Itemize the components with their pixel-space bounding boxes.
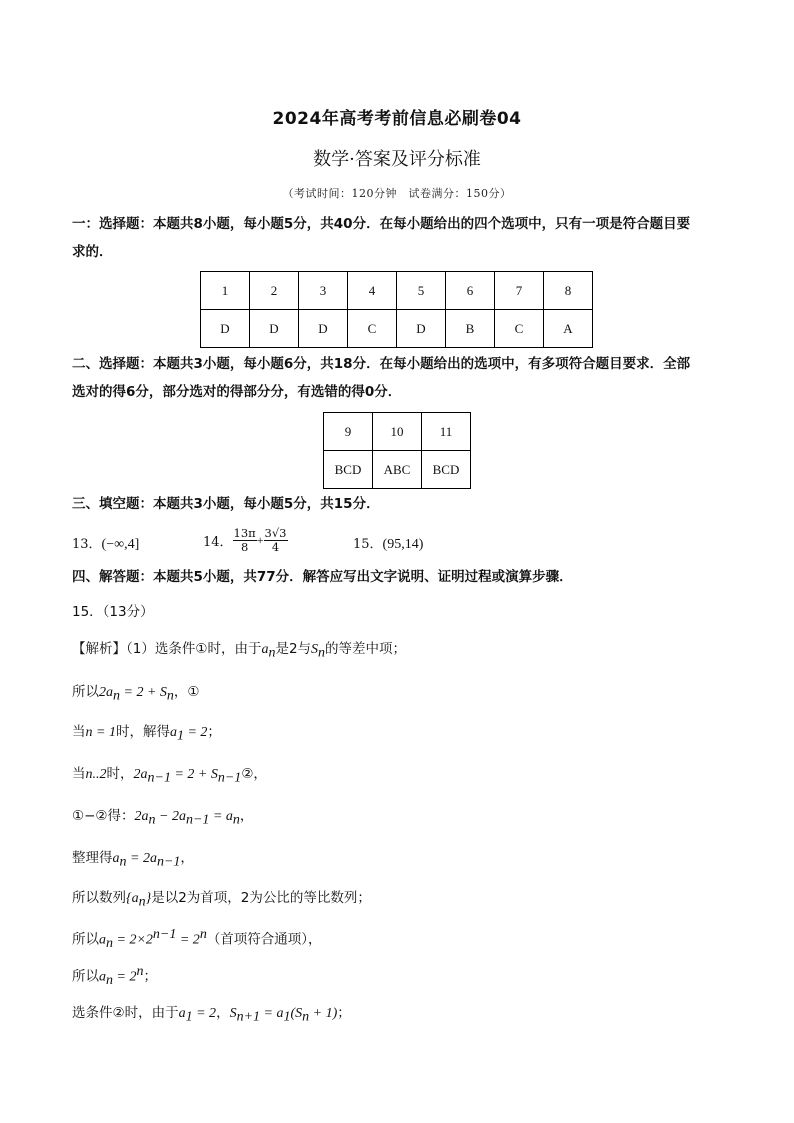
section1-heading <box>72 210 727 266</box>
section2-heading <box>72 350 727 406</box>
math-span: {a <box>126 891 139 906</box>
table-row-numbers <box>324 413 471 451</box>
table-cell: D <box>299 310 348 348</box>
q14-label: 14． <box>203 535 233 550</box>
math-span: } <box>145 891 152 906</box>
math-span: a <box>99 932 106 948</box>
math-span: = 2 <box>183 725 208 740</box>
table-cell: 2 <box>250 272 299 310</box>
document-title: 2024年高考考前信息必刷卷04 <box>272 109 522 129</box>
math-span: + 1) <box>309 1006 338 1021</box>
section2-heading-line1: 二、选择题：本题共3小题，每小题6分，共18分．在每小题给出的选项中，有多项符合题目要求．全部 <box>72 356 691 372</box>
text-span: 所以 <box>72 684 99 700</box>
table-row-answers <box>324 451 471 489</box>
math-sub: n <box>119 854 127 870</box>
solution-line-6 <box>72 846 727 871</box>
solution-line-10 <box>72 1001 727 1026</box>
math-span: = 2×2 <box>113 932 153 948</box>
math-span: = 2 <box>192 1006 217 1021</box>
math-sub: n <box>318 645 326 661</box>
math-span: n = 1 <box>85 725 116 740</box>
q13-value: (−∞,4] <box>101 537 140 552</box>
math-sub: n <box>106 936 113 952</box>
text-span: 所以 <box>72 931 99 948</box>
math-sub: 1 <box>283 1009 291 1025</box>
math-sub: n <box>268 645 276 661</box>
solution-line-3 <box>72 720 727 745</box>
table-cell: C <box>495 310 544 348</box>
text-span: ； <box>143 968 157 985</box>
table-cell: D <box>397 310 446 348</box>
math-span: − 2a <box>155 809 186 824</box>
table-cell: A <box>544 310 593 348</box>
math-span: a <box>169 725 177 740</box>
math-sub: n <box>138 894 146 910</box>
math-sup: n <box>136 964 144 979</box>
math-span: (S <box>290 1006 303 1021</box>
math-sub: n−1 <box>185 812 210 828</box>
q14-fraction-1 <box>233 527 257 554</box>
text-span: 当 <box>72 766 86 782</box>
math-sub: n <box>166 688 174 704</box>
math-sub: n <box>113 688 120 704</box>
section2-heading-line2: 选对的得6分，部分选对的得部分分，有选错的得0分． <box>72 384 402 400</box>
text-span: ，① <box>173 684 200 700</box>
math-sub: n <box>106 973 113 989</box>
table-cell: ABC <box>373 451 422 489</box>
q14-frac2-numerator: 3√3 <box>264 526 287 540</box>
text-span: 时，解得 <box>115 724 170 740</box>
math-span: 2a <box>133 767 148 782</box>
exam-info: （考试时间：120分钟 试卷满分：150分） <box>282 187 512 200</box>
q14-frac1-numerator: 13π <box>233 526 256 540</box>
math-sub: n+1 <box>236 1009 261 1025</box>
table-cell: C <box>348 310 397 348</box>
math-sup: n <box>199 927 207 942</box>
solution-line-7 <box>72 886 727 911</box>
section2-answer-table <box>323 412 471 489</box>
table-cell: 6 <box>446 272 495 310</box>
text-span: 选条件②时，由于 <box>72 1005 179 1021</box>
math-span: S <box>311 642 319 657</box>
math-span: S <box>229 1006 237 1021</box>
q14-fraction-2 <box>264 527 288 554</box>
text-span: ； <box>337 1005 351 1021</box>
table-cell: BCD <box>324 451 373 489</box>
text-span: ， <box>239 808 254 824</box>
math-sub: n−1 <box>147 770 171 786</box>
math-sub: n−1 <box>217 770 242 786</box>
q15-answer <box>353 533 423 553</box>
table-cell: 7 <box>495 272 544 310</box>
q14-frac1-denominator: 8 <box>240 540 249 554</box>
fill-in-answers <box>72 527 727 559</box>
table-cell: 10 <box>373 413 422 451</box>
math-span: = 2a <box>126 851 157 866</box>
table-cell: 4 <box>348 272 397 310</box>
q14-answer <box>203 527 288 554</box>
table-cell: BCD <box>422 451 471 489</box>
table-cell: 1 <box>201 272 250 310</box>
math-span: 2a <box>99 685 113 700</box>
section4-heading: 四、解答题：本题共5小题，共77分．解答应写出文字说明、证明过程或演算步骤． <box>72 569 573 585</box>
table-cell: 3 <box>299 272 348 310</box>
text-span: 时， <box>106 766 134 782</box>
q14-frac2-denominator: 4 <box>271 540 280 554</box>
math-span: = 2 <box>113 969 137 985</box>
solution-line-5 <box>72 804 727 829</box>
text-span: 是以2为首项，2为公比的等比数列； <box>151 890 371 906</box>
math-span: = 2 <box>176 932 200 948</box>
table-cell: D <box>201 310 250 348</box>
q15-label: 15． <box>353 537 383 552</box>
text-span: ①−②得： <box>72 808 135 824</box>
text-span: ②， <box>241 766 267 782</box>
q13-label: 13． <box>72 537 102 552</box>
table-cell: 9 <box>324 413 373 451</box>
math-sub: 1 <box>176 728 184 744</box>
text-span: 所以数列 <box>72 890 126 906</box>
solution-line-4 <box>72 762 727 787</box>
text-span: 是2与 <box>275 641 312 657</box>
math-sub: n <box>148 812 156 828</box>
q15-value: (95,14) <box>382 537 424 552</box>
q13-answer <box>72 533 139 553</box>
section1-heading-line2: 求的． <box>72 244 113 260</box>
text-span: 的等差中项； <box>325 641 407 657</box>
math-span: = a <box>260 1006 284 1021</box>
solution-line-2 <box>72 680 727 705</box>
table-cell: 5 <box>397 272 446 310</box>
section3-heading: 三、填空题：本题共3小题，每小题5分，共15分． <box>72 496 380 512</box>
table-row-numbers <box>201 272 593 310</box>
math-sub: n−1 <box>156 854 181 870</box>
table-cell: 8 <box>544 272 593 310</box>
document-subtitle: 数学·答案及评分标准 <box>313 149 481 170</box>
table-cell: D <box>250 310 299 348</box>
math-sup: n−1 <box>152 927 177 942</box>
text-span: 整理得 <box>72 850 113 866</box>
text-span: 当 <box>72 724 86 740</box>
math-span: = 2 + S <box>170 767 218 782</box>
solution-line-9 <box>72 964 727 989</box>
table-cell: 11 <box>422 413 471 451</box>
solution-line-8 <box>72 927 727 952</box>
math-span: a <box>99 969 106 985</box>
text-span: ， <box>180 850 194 866</box>
math-span: = a <box>209 809 233 824</box>
section1-answer-table <box>200 271 593 348</box>
text-span: 所以 <box>72 968 99 985</box>
table-cell: B <box>446 310 495 348</box>
problem-15-label: 15．（13分） <box>72 604 154 620</box>
math-span: n..2 <box>85 767 107 782</box>
math-span: a <box>112 851 120 866</box>
math-span: a <box>261 642 269 657</box>
q14-plus: + <box>256 533 264 547</box>
math-span: = 2 + S <box>120 685 167 700</box>
solution-line-1 <box>72 637 727 662</box>
math-span: 2a <box>134 809 149 824</box>
table-row-answers <box>201 310 593 348</box>
text-span: ； <box>207 724 221 740</box>
text-span: （首项符合通项）， <box>206 931 322 948</box>
math-sub: n <box>232 812 240 828</box>
text-span: ， <box>216 1005 230 1021</box>
math-span: a <box>178 1006 186 1021</box>
text-span: 【解析】（1）选条件①时，由于 <box>72 641 262 657</box>
math-sub: n <box>302 1009 310 1025</box>
section1-heading-line1: 一：选择题：本题共8小题，每小题5分，共40分．在每小题给出的四个选项中，只有一项是符合题目要 <box>72 216 691 232</box>
math-sub: 1 <box>185 1009 193 1025</box>
